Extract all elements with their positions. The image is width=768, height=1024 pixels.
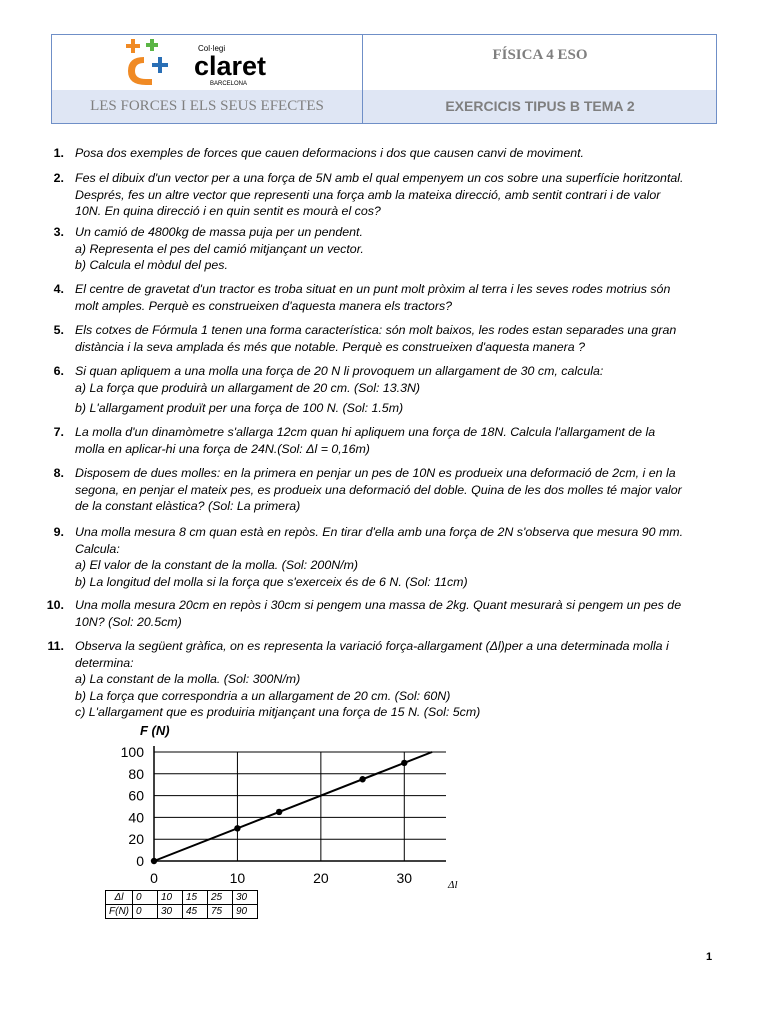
data-point xyxy=(401,760,407,766)
data-point xyxy=(234,825,240,831)
question-number: 9. xyxy=(53,525,64,539)
logo-green-cross xyxy=(146,39,158,51)
y-tick-label: 20 xyxy=(128,831,144,848)
table-cell: 15 xyxy=(183,891,208,905)
question-line: a) La força que produirà un allargament de 20 cm. (Sol: 13.3N) xyxy=(75,380,421,395)
logo-blue-cross xyxy=(152,57,168,73)
subject-title: FÍSICA 4 ESO xyxy=(492,47,588,63)
table-cell: 0 xyxy=(133,891,158,905)
table-cell: 25 xyxy=(208,891,233,905)
y-tick-label: 40 xyxy=(128,809,144,826)
logo-orange-cross xyxy=(126,39,140,53)
x-axis-label: Δl xyxy=(448,879,458,890)
x-tick-label: 20 xyxy=(313,870,329,886)
x-tick-label: 0 xyxy=(150,870,158,886)
question-number: 5. xyxy=(53,323,64,337)
table-row xyxy=(106,905,258,919)
question-line: b) La longitud del molla si la força que s'exerceix és de 6 N. (Sol: 11cm) xyxy=(75,574,468,589)
question-number: 3. xyxy=(53,225,64,239)
question-number: 8. xyxy=(53,466,64,480)
question-line: Després, fes un altre vector que representi una força amb la mateixa direcció, amb sentit contrari i de valor xyxy=(75,187,661,202)
question-line: 10N? (Sol: 20.5cm) xyxy=(75,614,182,629)
table-cell: 90 xyxy=(233,905,258,919)
question-line: Disposem de dues molles: en la primera en penjar un pes de 10N es produeix una deformació de 2cm, i en la xyxy=(75,466,676,480)
table-row-label: F(N) xyxy=(106,905,133,919)
x-tick-label: 10 xyxy=(229,870,246,886)
question-number: 10. xyxy=(46,598,64,612)
table-cell: 75 xyxy=(208,905,233,919)
question-line: distància i la seva amplada és més que notable. Perquè es construeixen d'aquesta manera ? xyxy=(75,339,586,354)
question-line: Posa dos exemples de forces que cauen deformacions i dos que causen canvi de moviment. xyxy=(75,146,584,160)
exercises-title: EXERCICIS TIPUS B TEMA 2 xyxy=(445,98,635,114)
topic-title: LES FORCES I ELS SEUS EFECTES xyxy=(90,98,324,114)
data-point xyxy=(359,776,365,782)
question-line: 10N. En quina direcció i en quin sentit es mourà el cos? xyxy=(75,204,381,218)
table-row-label: Δl xyxy=(106,891,133,905)
question-line: El centre de gravetat d'un tractor es troba situat en un punt molt pròxim al terra i les seves rodes motrius són xyxy=(75,282,671,296)
question-number: 11. xyxy=(47,639,64,653)
question-line: a) La constant de la molla. (Sol: 300N/m) xyxy=(75,672,301,686)
question-line: Els cotxes de Fórmula 1 tenen una forma característica: són molt baixos, les rodes estan separades una gran xyxy=(75,323,677,337)
question-line: de la constant elàstica? (Sol: La primera) xyxy=(75,499,301,513)
question-line: a) Representa el pes del camió mitjançant un vector. xyxy=(75,241,364,256)
question-number: 6. xyxy=(53,364,64,378)
question-line: Si quan apliquem a una molla una força de 20 N li provoquem un allargament de 30 cm, calcula: xyxy=(75,364,604,378)
question-line: b) Calcula el mòdul del pes. xyxy=(75,258,228,272)
header-box xyxy=(51,34,717,124)
logo-name: claret xyxy=(194,51,267,81)
question-line: a) El valor de la constant de la molla. (Sol: 200N/m) xyxy=(75,558,359,572)
page-number: 1 xyxy=(706,951,713,963)
question-line: molt amples. Perquè es construeixen d'aquesta manera els tractors? xyxy=(75,298,453,313)
claret-logo xyxy=(122,39,322,87)
question-line: La molla d'un dinamòmetre s'allarga 12cm quan hi apliquem una força de 18N. Calcula l'allargament de la xyxy=(75,425,656,439)
question-line: Un camió de 4800kg de massa puja per un pendent. xyxy=(75,225,363,239)
logo-small-text: Col·legi xyxy=(198,44,226,53)
y-tick-label: 0 xyxy=(136,853,144,869)
table-cell: 0 xyxy=(133,905,158,919)
table-row xyxy=(106,891,258,905)
y-tick-label: 100 xyxy=(120,744,144,760)
logo-city: BARCELONA xyxy=(210,81,248,87)
question-line: Calcula: xyxy=(75,541,120,556)
logo-c-shape xyxy=(128,57,152,85)
table-cell: 10 xyxy=(158,891,183,905)
question-line: Una molla mesura 20cm en repòs i 30cm si pengem una massa de 2kg. Quant mesurarà si pengem un pes de xyxy=(75,598,682,612)
series-line xyxy=(154,752,432,861)
question-number: 1. xyxy=(53,146,64,160)
question-line: Observa la següent gràfica, on es representa la variació força-allargament (Δl)per a una determinada molla i xyxy=(75,639,669,653)
question-line: b) La força que correspondria a un allargament de 20 cm. (Sol: 60N) xyxy=(75,688,451,703)
question-line: b) L'allargament produït per una força de 100 N. (Sol: 1.5m) xyxy=(75,401,404,415)
x-tick-label: 30 xyxy=(396,870,413,886)
question-number: 7. xyxy=(53,425,64,439)
table-cell: 45 xyxy=(183,905,208,919)
data-table xyxy=(105,890,258,919)
question-line: determina: xyxy=(75,655,134,670)
question-line: molla en aplicar-hi una força de 24N.(Sol: Δl = 0,16m) xyxy=(75,441,370,456)
table-cell: 30 xyxy=(158,905,183,919)
question-line: Fes el dibuix d'un vector per a una força de 5N amb el qual empenyem un cos sobre una superfície horitzontal. xyxy=(75,171,684,185)
y-tick-label: 60 xyxy=(128,787,144,804)
y-axis-label: F (N) xyxy=(140,724,170,738)
y-tick-label: 80 xyxy=(128,765,144,782)
data-point xyxy=(276,809,282,815)
question-line: Una molla mesura 8 cm quan està en repòs. En tirar d'ella amb una força de 2N s'observa que mesura 90 mm. xyxy=(75,525,684,539)
question-number: 4. xyxy=(53,282,64,296)
question-line: c) L'allargament que es produiria mitjançant una força de 15 N. (Sol: 5cm) xyxy=(75,705,481,719)
force-elongation-chart xyxy=(98,724,478,890)
question-line: segona, en penjar el mateix pes, es produeix una deformació del doble. Quina de les dos molles té major valor xyxy=(75,482,682,497)
question-number: 2. xyxy=(53,171,64,185)
data-point xyxy=(151,858,157,864)
table-cell: 30 xyxy=(233,891,258,905)
